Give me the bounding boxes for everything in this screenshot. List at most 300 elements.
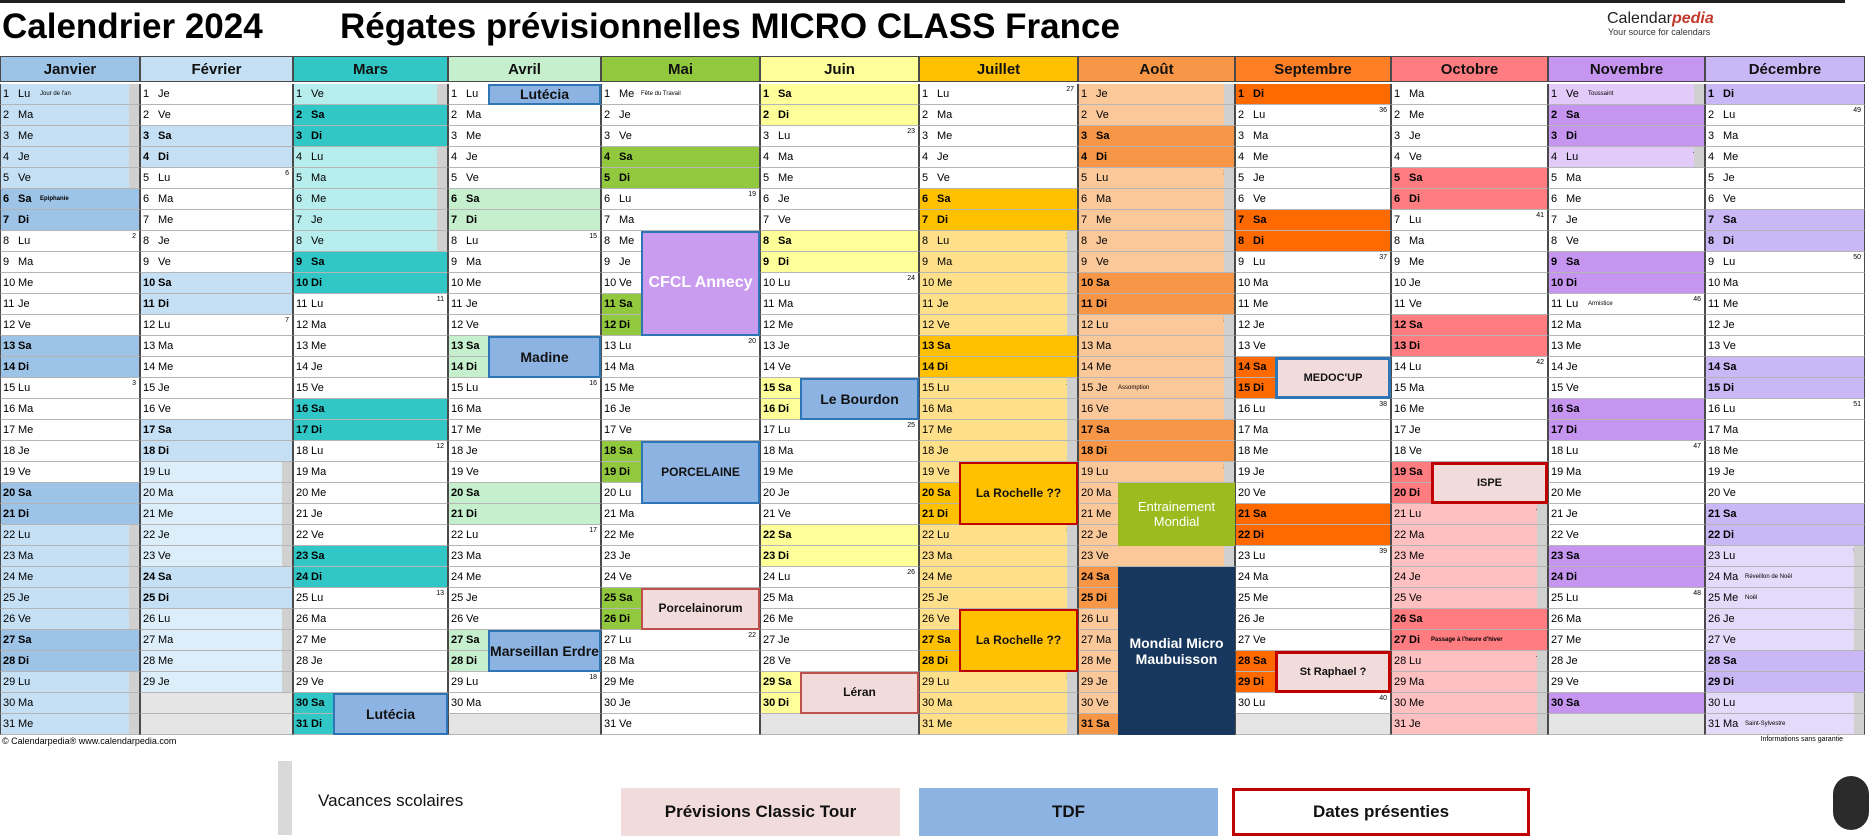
day-cell[interactable] (601, 693, 760, 714)
day-cell[interactable] (1078, 273, 1235, 294)
day-cell[interactable] (919, 567, 1078, 588)
day-cell[interactable] (760, 189, 919, 210)
day-cell[interactable] (0, 252, 140, 273)
day-cell[interactable] (448, 525, 601, 546)
day-cell[interactable] (448, 672, 601, 693)
day-cell[interactable] (0, 336, 140, 357)
day-cell[interactable] (760, 168, 919, 189)
day-cell[interactable] (1078, 147, 1235, 168)
day-cell[interactable] (448, 231, 601, 252)
day-cell[interactable] (1548, 672, 1705, 693)
copyright-note[interactable]: © Calendarpedia® www.calendarpedia.com (2, 736, 177, 746)
day-cell[interactable] (1548, 567, 1705, 588)
day-cell[interactable] (448, 126, 601, 147)
day-cell[interactable] (293, 252, 448, 273)
day-cell[interactable] (1705, 105, 1865, 126)
day-cell[interactable] (1078, 231, 1235, 252)
day-cell[interactable] (1548, 357, 1705, 378)
day-cell[interactable] (1548, 84, 1705, 105)
day-cell[interactable] (448, 189, 601, 210)
day-cell[interactable] (760, 252, 919, 273)
day-cell[interactable] (1548, 231, 1705, 252)
day-cell[interactable] (919, 168, 1078, 189)
day-cell[interactable] (601, 378, 760, 399)
day-cell[interactable] (1391, 273, 1548, 294)
day-cell[interactable] (760, 546, 919, 567)
day-cell[interactable] (760, 462, 919, 483)
day-cell[interactable] (601, 336, 760, 357)
day-cell[interactable] (1235, 336, 1391, 357)
day-cell[interactable] (293, 189, 448, 210)
month-header[interactable]: Octobre (1391, 56, 1548, 82)
day-cell[interactable] (140, 525, 293, 546)
day-cell[interactable] (1078, 105, 1235, 126)
day-cell[interactable] (293, 504, 448, 525)
day-cell[interactable] (1391, 378, 1548, 399)
day-cell[interactable] (919, 210, 1078, 231)
regatta-event[interactable]: Lutécia (333, 693, 448, 735)
day-cell[interactable] (1235, 294, 1391, 315)
day-cell[interactable] (293, 210, 448, 231)
day-cell[interactable] (293, 105, 448, 126)
day-cell[interactable] (1705, 231, 1865, 252)
day-cell[interactable] (760, 147, 919, 168)
brand-logo[interactable] (1607, 10, 1714, 28)
day-cell[interactable] (448, 294, 601, 315)
day-cell[interactable] (1548, 147, 1705, 168)
day-cell[interactable] (448, 567, 601, 588)
day-cell[interactable] (1705, 588, 1865, 609)
day-cell[interactable] (0, 126, 140, 147)
day-cell[interactable] (1548, 588, 1705, 609)
day-cell[interactable] (1705, 420, 1865, 441)
day-cell[interactable] (0, 315, 140, 336)
day-cell[interactable] (601, 630, 760, 651)
day-cell[interactable] (140, 462, 293, 483)
day-cell[interactable] (293, 336, 448, 357)
day-cell[interactable] (919, 315, 1078, 336)
day-cell[interactable] (1078, 252, 1235, 273)
day-cell[interactable] (1391, 714, 1548, 735)
day-cell[interactable] (140, 189, 293, 210)
day-cell[interactable] (601, 210, 760, 231)
day-cell[interactable] (0, 294, 140, 315)
day-cell[interactable] (1078, 210, 1235, 231)
day-cell[interactable] (140, 105, 293, 126)
day-cell[interactable] (1705, 399, 1865, 420)
day-cell[interactable] (448, 609, 601, 630)
day-cell[interactable] (1548, 189, 1705, 210)
day-cell[interactable] (919, 294, 1078, 315)
day-cell[interactable] (760, 105, 919, 126)
day-cell[interactable] (1235, 588, 1391, 609)
day-cell[interactable] (1705, 630, 1865, 651)
regatta-event[interactable]: Le Bourdon (800, 378, 919, 420)
day-cell[interactable] (0, 651, 140, 672)
day-cell[interactable] (293, 567, 448, 588)
day-cell[interactable] (1391, 84, 1548, 105)
day-cell[interactable] (601, 126, 760, 147)
day-cell[interactable] (601, 651, 760, 672)
day-cell[interactable] (601, 357, 760, 378)
day-cell[interactable] (601, 504, 760, 525)
day-cell[interactable] (760, 126, 919, 147)
day-cell[interactable] (601, 525, 760, 546)
day-cell[interactable] (1391, 252, 1548, 273)
day-cell[interactable] (1705, 693, 1865, 714)
day-cell[interactable] (1391, 525, 1548, 546)
month-header[interactable]: Septembre (1235, 56, 1391, 82)
day-cell[interactable] (1391, 630, 1548, 651)
day-cell[interactable] (1548, 483, 1705, 504)
day-cell[interactable] (0, 357, 140, 378)
day-cell[interactable] (293, 462, 448, 483)
month-header[interactable]: Janvier (0, 56, 140, 82)
day-cell[interactable] (293, 525, 448, 546)
day-cell[interactable] (1078, 126, 1235, 147)
month-header[interactable]: Août (1078, 56, 1235, 82)
day-cell[interactable] (1235, 567, 1391, 588)
day-cell[interactable] (919, 588, 1078, 609)
day-cell[interactable] (1235, 189, 1391, 210)
day-cell[interactable] (448, 546, 601, 567)
day-cell[interactable] (0, 462, 140, 483)
day-cell[interactable] (1391, 693, 1548, 714)
day-cell[interactable] (919, 252, 1078, 273)
day-cell[interactable] (293, 378, 448, 399)
day-cell[interactable] (1391, 567, 1548, 588)
day-cell[interactable] (1235, 252, 1391, 273)
day-cell[interactable] (0, 504, 140, 525)
day-cell[interactable] (1705, 546, 1865, 567)
day-cell[interactable] (760, 273, 919, 294)
day-cell[interactable] (140, 336, 293, 357)
day-cell[interactable] (601, 147, 760, 168)
day-cell[interactable] (919, 357, 1078, 378)
day-cell[interactable] (448, 210, 601, 231)
day-cell[interactable] (1548, 315, 1705, 336)
day-cell[interactable] (0, 399, 140, 420)
regatta-event[interactable]: Léran (800, 672, 919, 714)
day-cell[interactable] (1705, 609, 1865, 630)
day-cell[interactable] (1391, 609, 1548, 630)
day-cell[interactable] (0, 168, 140, 189)
day-cell[interactable] (293, 630, 448, 651)
day-cell[interactable] (1705, 126, 1865, 147)
day-cell[interactable] (919, 378, 1078, 399)
day-cell[interactable] (1235, 84, 1391, 105)
day-cell[interactable] (919, 525, 1078, 546)
day-cell[interactable] (601, 546, 760, 567)
month-header[interactable]: Février (140, 56, 293, 82)
day-cell[interactable] (0, 630, 140, 651)
day-cell[interactable] (293, 231, 448, 252)
month-header[interactable]: Juillet (919, 56, 1078, 82)
day-cell[interactable] (1548, 252, 1705, 273)
day-cell[interactable] (760, 609, 919, 630)
day-cell[interactable] (140, 567, 293, 588)
day-cell[interactable] (1078, 189, 1235, 210)
day-cell[interactable] (1705, 210, 1865, 231)
day-cell[interactable] (448, 273, 601, 294)
day-cell[interactable] (448, 588, 601, 609)
day-cell[interactable] (760, 294, 919, 315)
day-cell[interactable] (1548, 273, 1705, 294)
day-cell[interactable] (448, 693, 601, 714)
day-cell[interactable] (1548, 525, 1705, 546)
day-cell[interactable] (919, 441, 1078, 462)
day-cell[interactable] (140, 126, 293, 147)
day-cell[interactable] (1391, 210, 1548, 231)
day-cell[interactable] (1548, 693, 1705, 714)
day-cell[interactable] (1235, 483, 1391, 504)
day-cell[interactable] (293, 483, 448, 504)
day-cell[interactable] (0, 525, 140, 546)
regatta-event[interactable]: La Rochelle ?? (959, 609, 1078, 672)
day-cell[interactable] (601, 420, 760, 441)
day-cell[interactable] (1078, 357, 1235, 378)
day-cell[interactable] (1391, 504, 1548, 525)
day-cell[interactable] (1235, 273, 1391, 294)
day-cell[interactable] (1391, 672, 1548, 693)
day-cell[interactable] (0, 84, 140, 105)
regatta-event[interactable]: CFCL Annecy (641, 231, 760, 336)
day-cell[interactable] (0, 420, 140, 441)
day-cell[interactable] (293, 294, 448, 315)
day-cell[interactable] (1548, 168, 1705, 189)
month-header[interactable]: Novembre (1548, 56, 1705, 82)
day-cell[interactable] (0, 273, 140, 294)
day-cell[interactable] (1235, 420, 1391, 441)
day-cell[interactable] (1391, 546, 1548, 567)
day-cell[interactable] (0, 609, 140, 630)
day-cell[interactable] (1235, 210, 1391, 231)
day-cell[interactable] (140, 420, 293, 441)
day-cell[interactable] (0, 378, 140, 399)
day-cell[interactable] (760, 588, 919, 609)
day-cell[interactable] (448, 147, 601, 168)
day-cell[interactable] (1548, 504, 1705, 525)
day-cell[interactable] (140, 252, 293, 273)
day-cell[interactable] (1391, 168, 1548, 189)
day-cell[interactable] (448, 462, 601, 483)
day-cell[interactable] (293, 588, 448, 609)
day-cell[interactable] (1705, 189, 1865, 210)
day-cell[interactable] (1705, 672, 1865, 693)
day-cell[interactable] (140, 588, 293, 609)
day-cell[interactable] (140, 483, 293, 504)
day-cell[interactable] (0, 546, 140, 567)
day-cell[interactable] (1705, 651, 1865, 672)
day-cell[interactable] (1548, 441, 1705, 462)
day-cell[interactable] (760, 315, 919, 336)
day-cell[interactable] (1548, 126, 1705, 147)
day-cell[interactable] (1235, 504, 1391, 525)
day-cell[interactable] (1078, 546, 1235, 567)
day-cell[interactable] (0, 210, 140, 231)
day-cell[interactable] (448, 441, 601, 462)
regatta-event[interactable]: Entrainement Mondial (1118, 483, 1235, 546)
day-cell[interactable] (1235, 147, 1391, 168)
day-cell[interactable] (0, 147, 140, 168)
day-cell[interactable] (919, 399, 1078, 420)
day-cell[interactable] (601, 105, 760, 126)
day-cell[interactable] (1705, 168, 1865, 189)
day-cell[interactable] (919, 273, 1078, 294)
day-cell[interactable] (293, 147, 448, 168)
day-cell[interactable] (1078, 168, 1235, 189)
day-cell[interactable] (760, 210, 919, 231)
day-cell[interactable] (1235, 525, 1391, 546)
day-cell[interactable] (1548, 546, 1705, 567)
day-cell[interactable] (1548, 378, 1705, 399)
regatta-event[interactable]: Lutécia (488, 84, 601, 105)
day-cell[interactable] (140, 231, 293, 252)
day-cell[interactable] (140, 84, 293, 105)
day-cell[interactable] (760, 630, 919, 651)
day-cell[interactable] (1548, 651, 1705, 672)
day-cell[interactable] (760, 525, 919, 546)
day-cell[interactable] (1548, 210, 1705, 231)
day-cell[interactable] (140, 147, 293, 168)
day-cell[interactable] (601, 189, 760, 210)
day-cell[interactable] (919, 126, 1078, 147)
day-cell[interactable] (448, 252, 601, 273)
day-cell[interactable] (1078, 294, 1235, 315)
day-cell[interactable] (448, 504, 601, 525)
day-cell[interactable] (601, 168, 760, 189)
floating-action-button[interactable] (1833, 776, 1869, 830)
month-header[interactable]: Juin (760, 56, 919, 82)
day-cell[interactable] (293, 315, 448, 336)
day-cell[interactable] (1391, 420, 1548, 441)
day-cell[interactable] (760, 651, 919, 672)
day-cell[interactable] (601, 714, 760, 735)
day-cell[interactable] (1548, 630, 1705, 651)
day-cell[interactable] (1235, 462, 1391, 483)
day-cell[interactable] (140, 273, 293, 294)
day-cell[interactable] (760, 84, 919, 105)
regatta-event[interactable]: Mondial Micro Maubuisson (1118, 567, 1235, 735)
day-cell[interactable] (1548, 399, 1705, 420)
month-header[interactable]: Décembre (1705, 56, 1865, 82)
day-cell[interactable] (1391, 441, 1548, 462)
regatta-event[interactable]: St Raphael ? (1275, 651, 1391, 693)
day-cell[interactable] (1705, 273, 1865, 294)
day-cell[interactable] (0, 189, 140, 210)
day-cell[interactable] (293, 441, 448, 462)
day-cell[interactable] (1391, 105, 1548, 126)
day-cell[interactable] (140, 504, 293, 525)
day-cell[interactable] (760, 567, 919, 588)
day-cell[interactable] (293, 609, 448, 630)
day-cell[interactable] (919, 336, 1078, 357)
day-cell[interactable] (1235, 105, 1391, 126)
day-cell[interactable] (293, 672, 448, 693)
day-cell[interactable] (760, 441, 919, 462)
day-cell[interactable] (448, 399, 601, 420)
day-cell[interactable] (919, 231, 1078, 252)
day-cell[interactable] (919, 420, 1078, 441)
day-cell[interactable] (293, 546, 448, 567)
day-cell[interactable] (1705, 84, 1865, 105)
day-cell[interactable] (1705, 378, 1865, 399)
day-cell[interactable] (293, 273, 448, 294)
day-cell[interactable] (1391, 357, 1548, 378)
day-cell[interactable] (0, 105, 140, 126)
day-cell[interactable] (1235, 315, 1391, 336)
day-cell[interactable] (293, 651, 448, 672)
day-cell[interactable] (919, 693, 1078, 714)
day-cell[interactable] (1078, 462, 1235, 483)
day-cell[interactable] (140, 294, 293, 315)
day-cell[interactable] (1705, 714, 1865, 735)
day-cell[interactable] (760, 420, 919, 441)
month-header[interactable]: Mars (293, 56, 448, 82)
day-cell[interactable] (1078, 420, 1235, 441)
day-cell[interactable] (1391, 294, 1548, 315)
day-cell[interactable] (760, 504, 919, 525)
day-cell[interactable] (140, 315, 293, 336)
day-cell[interactable] (140, 399, 293, 420)
day-cell[interactable] (760, 483, 919, 504)
day-cell[interactable] (1391, 315, 1548, 336)
day-cell[interactable] (1078, 441, 1235, 462)
day-cell[interactable] (1548, 336, 1705, 357)
day-cell[interactable] (1391, 651, 1548, 672)
day-cell[interactable] (919, 147, 1078, 168)
day-cell[interactable] (1391, 189, 1548, 210)
day-cell[interactable] (1705, 483, 1865, 504)
day-cell[interactable] (1078, 399, 1235, 420)
day-cell[interactable] (448, 378, 601, 399)
day-cell[interactable] (293, 126, 448, 147)
day-cell[interactable] (919, 672, 1078, 693)
day-cell[interactable] (601, 84, 760, 105)
day-cell[interactable] (140, 546, 293, 567)
regatta-event[interactable]: Porcelainorum (641, 588, 760, 630)
day-cell[interactable] (0, 441, 140, 462)
day-cell[interactable] (0, 672, 140, 693)
day-cell[interactable] (1705, 441, 1865, 462)
day-cell[interactable] (919, 84, 1078, 105)
day-cell[interactable] (1705, 147, 1865, 168)
day-cell[interactable] (919, 714, 1078, 735)
day-cell[interactable] (140, 378, 293, 399)
day-cell[interactable] (448, 420, 601, 441)
day-cell[interactable] (1548, 609, 1705, 630)
day-cell[interactable] (1235, 609, 1391, 630)
day-cell[interactable] (1548, 462, 1705, 483)
day-cell[interactable] (293, 420, 448, 441)
day-cell[interactable] (1705, 315, 1865, 336)
day-cell[interactable] (1705, 336, 1865, 357)
regatta-event[interactable]: MEDOC'UP (1275, 357, 1391, 399)
day-cell[interactable] (0, 714, 140, 735)
day-cell[interactable] (1705, 357, 1865, 378)
day-cell[interactable] (293, 168, 448, 189)
day-cell[interactable] (1235, 693, 1391, 714)
regatta-event[interactable]: PORCELAINE (641, 441, 760, 504)
day-cell[interactable] (1078, 315, 1235, 336)
day-cell[interactable] (1235, 630, 1391, 651)
day-cell[interactable] (140, 441, 293, 462)
month-header[interactable]: Mai (601, 56, 760, 82)
day-cell[interactable] (140, 609, 293, 630)
day-cell[interactable] (1391, 126, 1548, 147)
regatta-event[interactable]: Madine (488, 336, 601, 378)
day-cell[interactable] (1078, 84, 1235, 105)
